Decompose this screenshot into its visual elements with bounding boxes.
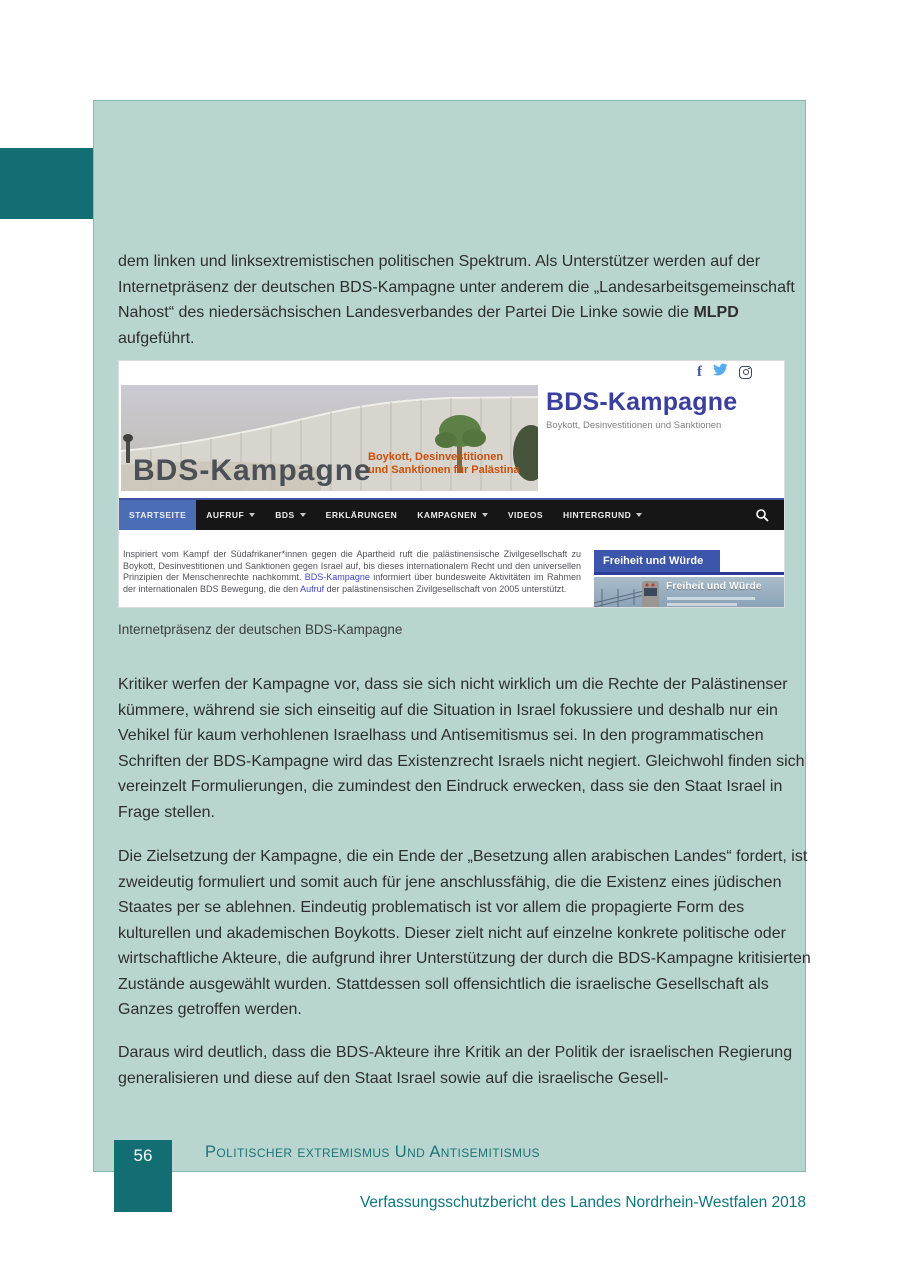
sidebar-widget-image[interactable] bbox=[594, 577, 784, 608]
nav-label: AUFRUF bbox=[206, 510, 245, 520]
report-footer-title: Verfassungsschutzbericht des Landes Nordrhein-Westfalen 2018 bbox=[359, 1194, 806, 1211]
search-button[interactable] bbox=[740, 500, 784, 530]
nav-label: KAMPAGNEN bbox=[417, 510, 477, 520]
site-text-segment: der palästinensischen Zivilgesellschaft von 2005 unterstützt. bbox=[324, 584, 567, 595]
facebook-icon[interactable]: f bbox=[697, 364, 702, 380]
illegible-text-bar bbox=[667, 603, 737, 606]
nav-label: STARTSEITE bbox=[129, 510, 187, 520]
site-banner-image bbox=[121, 385, 538, 491]
chevron-down-icon bbox=[636, 513, 642, 517]
search-icon bbox=[755, 508, 769, 522]
site-intro-text bbox=[123, 549, 581, 596]
nav-label: VIDEOS bbox=[507, 510, 544, 520]
banner-title: BDS-Kampagne bbox=[133, 454, 372, 487]
chevron-down-icon bbox=[300, 513, 306, 517]
instagram-icon[interactable] bbox=[739, 366, 752, 379]
intro-text-before: dem linken und linksextremistischen politischen Spektrum. Als Unterstützer werden auf der Internetpräsenz der deutschen BDS-Kampagne unter anderem die „Landesarbeitsgemeinschaft Nahost“ des niedersächsischen Landesverbandes der Partei Die Linke sowie die bbox=[118, 253, 795, 321]
paragraph-daraus: Daraus wird deutlich, dass die BDS-Akteure ihre Kritik an der Politik der israelischen Regierung generalisieren und diese auf den Staat Israel sowie auf die israelische Gesell- bbox=[118, 1044, 793, 1087]
banner-tagline-line1: Boykott, Desinvestitionen bbox=[368, 451, 504, 463]
nav-item-erklaerungen[interactable] bbox=[316, 500, 408, 530]
chevron-down-icon bbox=[482, 513, 488, 517]
sidebar-widget-underline bbox=[594, 572, 784, 575]
nav-label: BDS bbox=[275, 510, 295, 520]
site-link-bds-kampagne[interactable]: BDS-Kampagne bbox=[304, 572, 370, 583]
nav-item-aufruf[interactable] bbox=[196, 500, 265, 530]
page-number-box bbox=[114, 1140, 172, 1212]
paragraph-zielsetzung: Die Zielsetzung der Kampagne, die ein Ende der „Besetzung allen arabischen Landes“ fordert, ist zweideutig formuliert und somit auch für jene anschlussfähig, die die Existenz eines jüdischen Staates per se ablehnen. Eindeutig problematisch ist vor allem die propagierte Form des kulturellen und akademischen Boykotts. Dieser zielt nicht auf einzelne konkrete politische oder wirtschaftliche Akteure, die aufgrund ihrer Unterstützung der durch die BDS-Kampagne kritisierten Zustände ausgewählt wurden. Stattdessen soll offensichtlich die israelische Gesellschaft als Ganzes getroffen werden. bbox=[118, 848, 811, 1018]
twitter-icon[interactable] bbox=[713, 363, 728, 381]
nav-item-startseite[interactable] bbox=[119, 500, 196, 530]
figure-caption: Internetpräsenz der deutschen BDS-Kampagne bbox=[118, 622, 403, 637]
banner-tagline-line2: und Sanktionen für Palästina bbox=[368, 464, 520, 476]
social-icons-row bbox=[697, 364, 752, 380]
section-title: Politischer extremismus Und Antisemitismus bbox=[205, 1143, 540, 1161]
site-navbar bbox=[119, 498, 784, 530]
site-title[interactable]: BDS-Kampagne bbox=[546, 388, 738, 416]
sidebar-widget-tab[interactable]: Freiheit und Würde bbox=[594, 550, 720, 572]
chapter-tab bbox=[0, 148, 93, 219]
site-subtitle: Boykott, Desinvestitionen und Sanktionen bbox=[546, 420, 722, 431]
nav-item-hintergrund[interactable] bbox=[553, 500, 652, 530]
nav-label: ERKLÄRUNGEN bbox=[325, 510, 398, 520]
site-header bbox=[546, 388, 737, 431]
chevron-down-icon bbox=[249, 513, 255, 517]
site-text-segment: Inspiriert vom Kampf der Südafrikaner*innen gegen die Apartheid ruft die palästinensische Zivilgesellschaft zu Boykott, Desinvestitionen und Sanktionen gegen Israel auf, bis dieses internationalem Recht und den universellen Prinzipien der Menschenrechte nachkommt. bbox=[123, 549, 581, 583]
page-number: 56 bbox=[133, 1146, 153, 1165]
intro-paragraph bbox=[118, 249, 813, 351]
nav-item-videos[interactable] bbox=[498, 500, 553, 530]
site-link-aufruf[interactable]: Aufruf bbox=[300, 584, 325, 595]
banner-tagline bbox=[368, 451, 520, 477]
nav-item-bds[interactable] bbox=[265, 500, 315, 530]
site-text-segment: informiert über bundesweite Aktivitäten im Rahmen der internationalen BDS Bewegung, die den bbox=[123, 572, 581, 595]
paragraph-kritiker: Kritiker werfen der Kampagne vor, dass sie sich nicht wirklich um die Rechte der Palästinenser kümmere, während sie sich einseitig auf die Situation in Israel fokussiere und deshalb nur ein Vehikel für kaum verhohlenen Israelhass und Antisemitismus sei. In den programmatischen Schriften der BDS-Kampagne wird das Existenzrecht Israels nicht negiert. Gleichwohl finden sich vereinzelt Formulierungen, die zumindest den Eindruck erwecken, dass sie den Staat Israel in Frage stellen. bbox=[118, 676, 805, 821]
illegible-text-bar bbox=[667, 597, 755, 600]
watchtower-image-title: Freiheit und Würde bbox=[666, 580, 762, 592]
intro-text-after: aufgeführt. bbox=[118, 329, 195, 347]
nav-item-kampagnen[interactable] bbox=[407, 500, 498, 530]
nav-label: HINTERGRUND bbox=[563, 510, 632, 520]
intro-text-bold: MLPD bbox=[693, 304, 739, 321]
website-screenshot bbox=[118, 360, 785, 608]
